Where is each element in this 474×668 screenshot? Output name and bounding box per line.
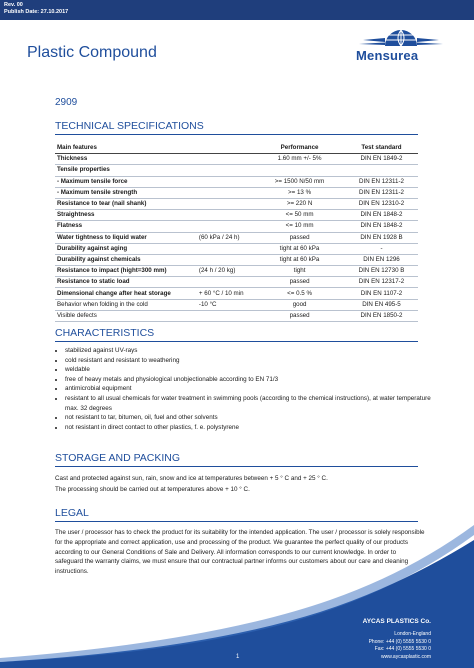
cell-feature: Durability against aging <box>55 243 197 254</box>
company-name: AYCAS PLASTICS Co. <box>362 618 431 625</box>
page-number: 1 <box>236 654 240 660</box>
cell-performance: <= 0.5 % <box>254 288 345 299</box>
cell-condition: -10 °C <box>197 299 254 310</box>
cell-feature: Visible defects <box>55 310 197 321</box>
cell-condition: + 60 °C / 10 min <box>197 288 254 299</box>
characteristics-heading: CHARACTERISTICS <box>55 327 155 339</box>
cell-condition: (60 kPa / 24 h) <box>197 232 254 243</box>
cell-performance: good <box>254 299 345 310</box>
cell-test-standard: DIN EN 1849-2 <box>345 154 418 165</box>
document-title: Plastic Compound <box>27 44 157 61</box>
list-item: • free of heavy metals and physiological unobjectionable according to EN 71/3 <box>65 375 445 385</box>
cell-test-standard: DIN EN 495-5 <box>345 299 418 310</box>
list-item: • resistant to all usual chemicals for water treatment in swimming pools (according to the chemical instructions), at water temperature max. 32 degrees <box>65 394 445 413</box>
list-item: • antimicrobial equipment <box>65 384 445 394</box>
cell-feature: Straightness <box>55 210 197 221</box>
cell-test-standard: DIN EN 12310-2 <box>345 198 418 209</box>
cell-test-standard: DIN EN 1928 B <box>345 232 418 243</box>
cell-performance: passed <box>254 277 345 288</box>
cell-test-standard: DIN EN 1296 <box>345 254 418 265</box>
cell-performance: tight at 60 kPa <box>254 243 345 254</box>
cell-performance: tight at 60 kPa <box>254 254 345 265</box>
company-phone: Phone: +44 (0) 5555 5530 0 <box>368 638 431 645</box>
company-contact <box>369 631 431 661</box>
cell-performance: >= 13 % <box>254 187 345 198</box>
storage-text-line-1: Cast and protected against sun, rain, snow and ice at temperatures between + 5 ° C and + 25 ° C. <box>55 475 328 482</box>
legal-heading: LEGAL <box>55 507 89 519</box>
list-item: • not resistant in direct contact to other plastics, f. e. polystyrene <box>65 423 445 433</box>
cell-feature: Resistance to impact (hight=300 mm) <box>55 266 197 277</box>
cell-feature: Durability against chemicals <box>55 254 197 265</box>
cell-performance: >= 220 N <box>254 198 345 209</box>
technical-specifications-heading: TECHNICAL SPECIFICATIONS <box>55 120 204 132</box>
cell-test-standard: DIN EN 1848-2 <box>345 210 418 221</box>
publish-date: Publish Date: 27.10.2017 <box>4 8 69 15</box>
column-header-performance: Performance <box>254 143 345 154</box>
cell-feature: Resistance to static load <box>55 277 197 288</box>
cell-test-standard: DIN EN 1850-2 <box>345 310 418 321</box>
cell-feature: Resistance to tear (nail shank) <box>55 198 197 209</box>
cell-test-standard: DIN EN 12730 B <box>345 266 418 277</box>
list-item: • weldable <box>65 365 445 375</box>
cell-performance: <= 50 mm <box>254 210 345 221</box>
cell-feature: Dimensional change after heat storage <box>55 288 197 299</box>
column-header-test-standard: Test standard <box>345 143 418 154</box>
cell-test-standard: DIN EN 1107-2 <box>345 288 418 299</box>
company-website[interactable]: www.aycasplastic.com <box>380 653 431 660</box>
product-number: 2909 <box>55 97 78 108</box>
cell-feature: Behavior when folding in the cold <box>55 299 197 310</box>
cell-performance: >= 1500 N/50 mm <box>254 176 345 187</box>
cell-performance: 1.60 mm +/- 5% <box>254 154 345 165</box>
cell-test-standard: - <box>345 243 418 254</box>
cell-feature: - Maximum tensile strength <box>55 187 197 198</box>
cell-performance: tight <box>254 266 345 277</box>
cell-condition: (24 h / 20 kg) <box>197 266 254 277</box>
column-header-feature: Main features <box>55 143 197 154</box>
storage-text-line-2: The processing should be carried out at temperatures above + 10 ° C. <box>55 486 250 493</box>
cell-performance: passed <box>254 310 345 321</box>
legal-text: The user / processor has to check the product for its suitability for the intended application. The user / processor is solely responsible for the appropriate and correct application, use and processing of the product. We guarantee the perfect quality of our products according to our General Conditions of Sale and Delivery. All information corresponds to our current knowledge. In order to safeguard the warranty claims, we must ensure that our contractual partner informs our customers about our care and cleaning instructions. <box>55 529 425 576</box>
cell-feature: Flatness <box>55 221 197 232</box>
revision: Rev. 00 <box>4 2 23 8</box>
cell-feature: Water tightness to liquid water <box>55 232 197 243</box>
cell-feature: - Maximum tensile force <box>55 176 197 187</box>
list-item: • not resistant to tar, bitumen, oil, fuel and other solvents <box>65 413 445 423</box>
cell-test-standard: DIN EN 1848-2 <box>345 221 418 232</box>
cell-test-standard: DIN EN 12311-2 <box>345 176 418 187</box>
cell-performance: <= 10 mm <box>254 221 345 232</box>
company-city: London-England <box>394 631 431 637</box>
logo-wordmark: Mensurea <box>356 48 419 63</box>
cell-performance: passed <box>254 232 345 243</box>
list-item: • cold resistant and resistant to weathering <box>65 356 445 366</box>
cell-test-standard: DIN EN 12317-2 <box>345 277 418 288</box>
cell-test-standard: DIN EN 12311-2 <box>345 187 418 198</box>
cell-feature: Tensile properties <box>55 165 197 176</box>
company-fax: Fax: +44 (0) 5555 5530 0 <box>374 646 431 652</box>
cell-feature: Thickness <box>55 154 197 165</box>
list-item: • stabilized against UV-rays <box>65 346 445 356</box>
storage-heading: STORAGE AND PACKING <box>55 452 181 464</box>
